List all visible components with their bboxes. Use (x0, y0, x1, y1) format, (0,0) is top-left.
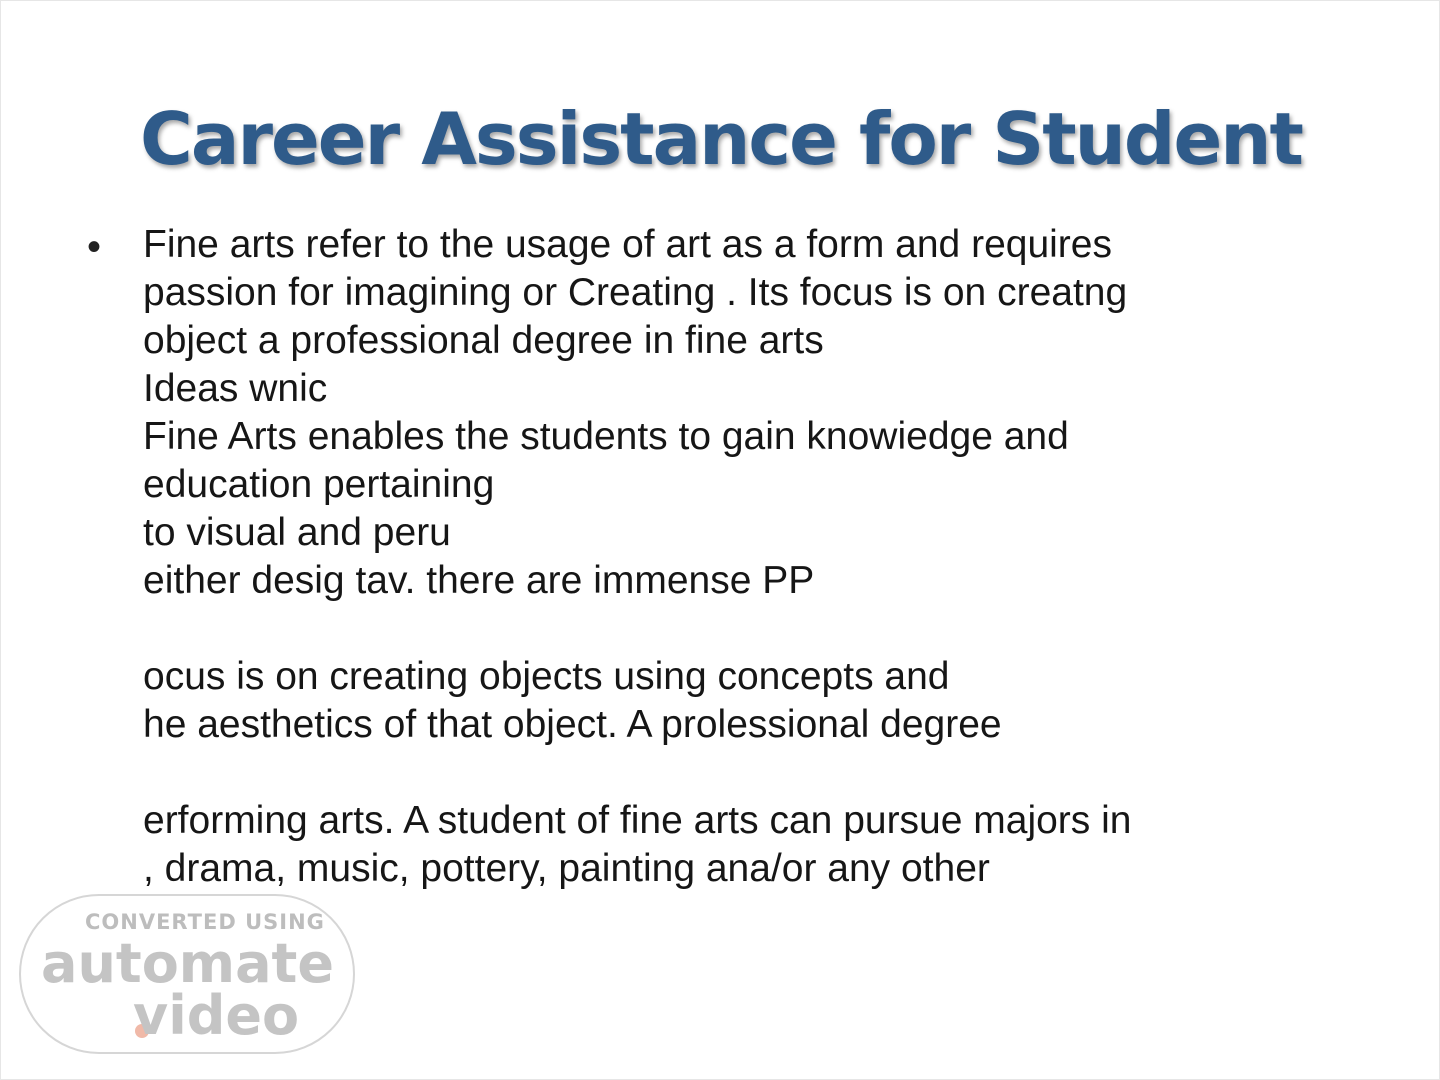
body-line: either desig tav. there are immense PP (143, 559, 815, 602)
blank-line (143, 749, 1403, 797)
body-line: education pertaining (143, 463, 495, 506)
watermark-badge (19, 894, 355, 1054)
body-line: to visual and peru (143, 511, 451, 554)
body-line: erforming arts. A student of fine arts can pursue majors in (143, 799, 1132, 842)
blank-line (143, 605, 1403, 653)
body-line: Fine arts refer to the usage of art as a form and requires (143, 223, 1112, 266)
body-line: , drama, music, pottery, painting ana/or any other (143, 847, 990, 890)
body-line: object a professional degree in fine arts (143, 319, 824, 362)
body-line: he aesthetics of that object. A prolessional degree (143, 703, 1002, 746)
body-line: passion for imagining or Creating . Its focus is on creatng (143, 271, 1128, 314)
body-line: Fine Arts enables the students to gain knowiedge and (143, 415, 1069, 458)
body-line: ocus is on creating objects using concepts and (143, 655, 950, 698)
watermark-top-text: CONVERTED USING (85, 910, 325, 934)
watermark-main-text: automate (41, 932, 334, 995)
watermark-sub-text: video (133, 984, 300, 1047)
bullet-marker: • (87, 225, 102, 269)
body-line: Ideas wnic (143, 367, 328, 410)
slide-title: Career Assistance for Student (140, 97, 1302, 181)
bullet-body (143, 221, 1403, 893)
